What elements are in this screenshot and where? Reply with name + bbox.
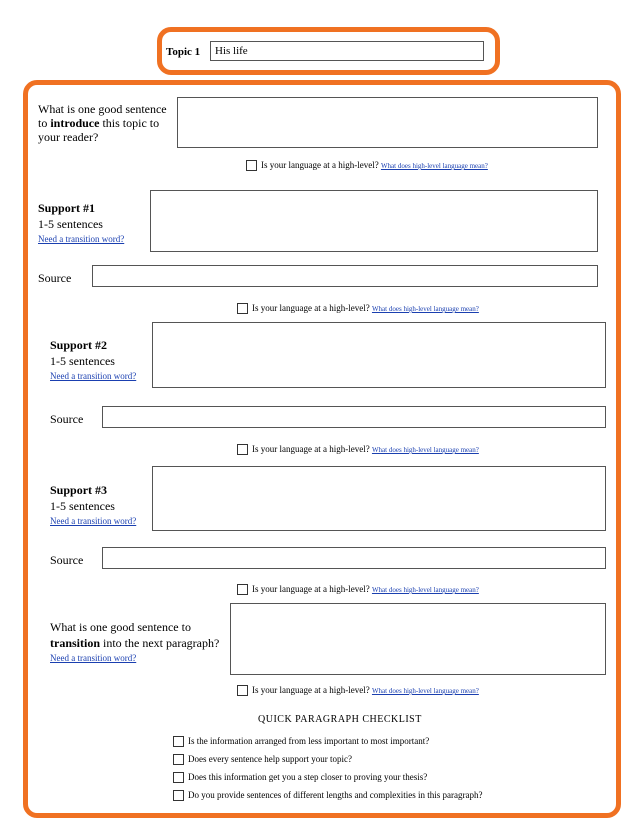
transition-line-2 [50,636,219,650]
support-3-language-check [252,584,479,596]
support-3-language-checkbox[interactable] [237,584,248,595]
support-2-source-label: Source [50,412,84,426]
support-1-source-input[interactable] [92,265,598,287]
checklist-item-2: Does every sentence help support your topic? [188,754,352,764]
checklist-checkbox-4[interactable] [173,790,184,801]
intro-line-1: What is one good sentence [38,102,167,116]
intro-sentence-input[interactable] [177,97,598,148]
checklist-item-4: Do you provide sentences of different lengths and complexities in this paragraph? [188,790,483,800]
topic-label: Topic 1 [166,46,201,58]
support-3-source-label: Source [50,553,84,567]
support-2-subtitle: 1-5 sentences [50,354,115,368]
support-2-language-link[interactable]: What does high-level language mean? [371,446,479,454]
support-1-source-label: Source [38,271,72,285]
support-1-input[interactable] [150,190,598,252]
intro-line-2-pre: to [38,116,51,130]
support-2-language-check [252,444,479,456]
checklist-item-1: Is the information arranged from less important to most important? [188,736,430,746]
transition-transition-link[interactable]: Need a transition word? [50,653,137,663]
intro-line-3: your reader? [38,130,99,144]
intro-line-2 [38,116,167,130]
intro-prompt [38,102,167,144]
intro-language-checkbox[interactable] [246,160,257,171]
checklist-checkbox-3[interactable] [173,772,184,783]
support-2-language-checkbox[interactable] [237,444,248,455]
support-1-transition-link[interactable]: Need a transition word? [38,234,125,244]
intro-line-2-post: this topic to [99,116,160,130]
support-2-source-input[interactable] [102,406,606,428]
checklist-item-3: Does this information get you a step closer to proving your thesis? [188,772,428,782]
support-3-title: Support #3 [50,483,108,497]
transition-sentence-input[interactable] [230,603,606,675]
support-2-label [50,338,136,383]
support-3-language-link[interactable]: What does high-level language mean? [371,586,479,594]
checklist-title: QUICK PARAGRAPH CHECKLIST [258,714,422,725]
intro-language-check [261,160,488,172]
transition-bold-word: transition [50,636,101,650]
support-3-source-input[interactable] [102,547,606,569]
transition-language-check [252,685,479,697]
checklist-checkbox-2[interactable] [173,754,184,765]
support-1-language-check [252,303,479,315]
support-2-language-question: Is your language at a high-level? [252,444,370,454]
transition-language-checkbox[interactable] [237,685,248,696]
intro-bold-word: introduce [50,116,100,130]
support-1-subtitle: 1-5 sentences [38,217,103,231]
transition-language-link[interactable]: What does high-level language mean? [371,687,479,695]
transition-line-1: What is one good sentence to [50,620,191,634]
intro-language-question: Is your language at a high-level? [261,160,379,170]
support-1-language-link[interactable]: What does high-level language mean? [371,305,479,313]
support-1-title: Support #1 [38,201,96,215]
transition-prompt [50,620,219,665]
support-1-language-question: Is your language at a high-level? [252,303,370,313]
support-3-label [50,483,136,528]
topic-input[interactable]: His life [210,41,484,61]
support-3-language-question: Is your language at a high-level? [252,584,370,594]
support-3-transition-link[interactable]: Need a transition word? [50,516,137,526]
support-3-subtitle: 1-5 sentences [50,499,115,513]
support-1-language-checkbox[interactable] [237,303,248,314]
intro-language-link[interactable]: What does high-level language mean? [380,162,488,170]
support-2-transition-link[interactable]: Need a transition word? [50,371,137,381]
support-2-input[interactable] [152,322,606,388]
support-2-title: Support #2 [50,338,108,352]
support-3-input[interactable] [152,466,606,531]
checklist-checkbox-1[interactable] [173,736,184,747]
transition-language-question: Is your language at a high-level? [252,685,370,695]
transition-line-2-post: into the next paragraph? [100,636,220,650]
support-1-label [38,201,124,246]
